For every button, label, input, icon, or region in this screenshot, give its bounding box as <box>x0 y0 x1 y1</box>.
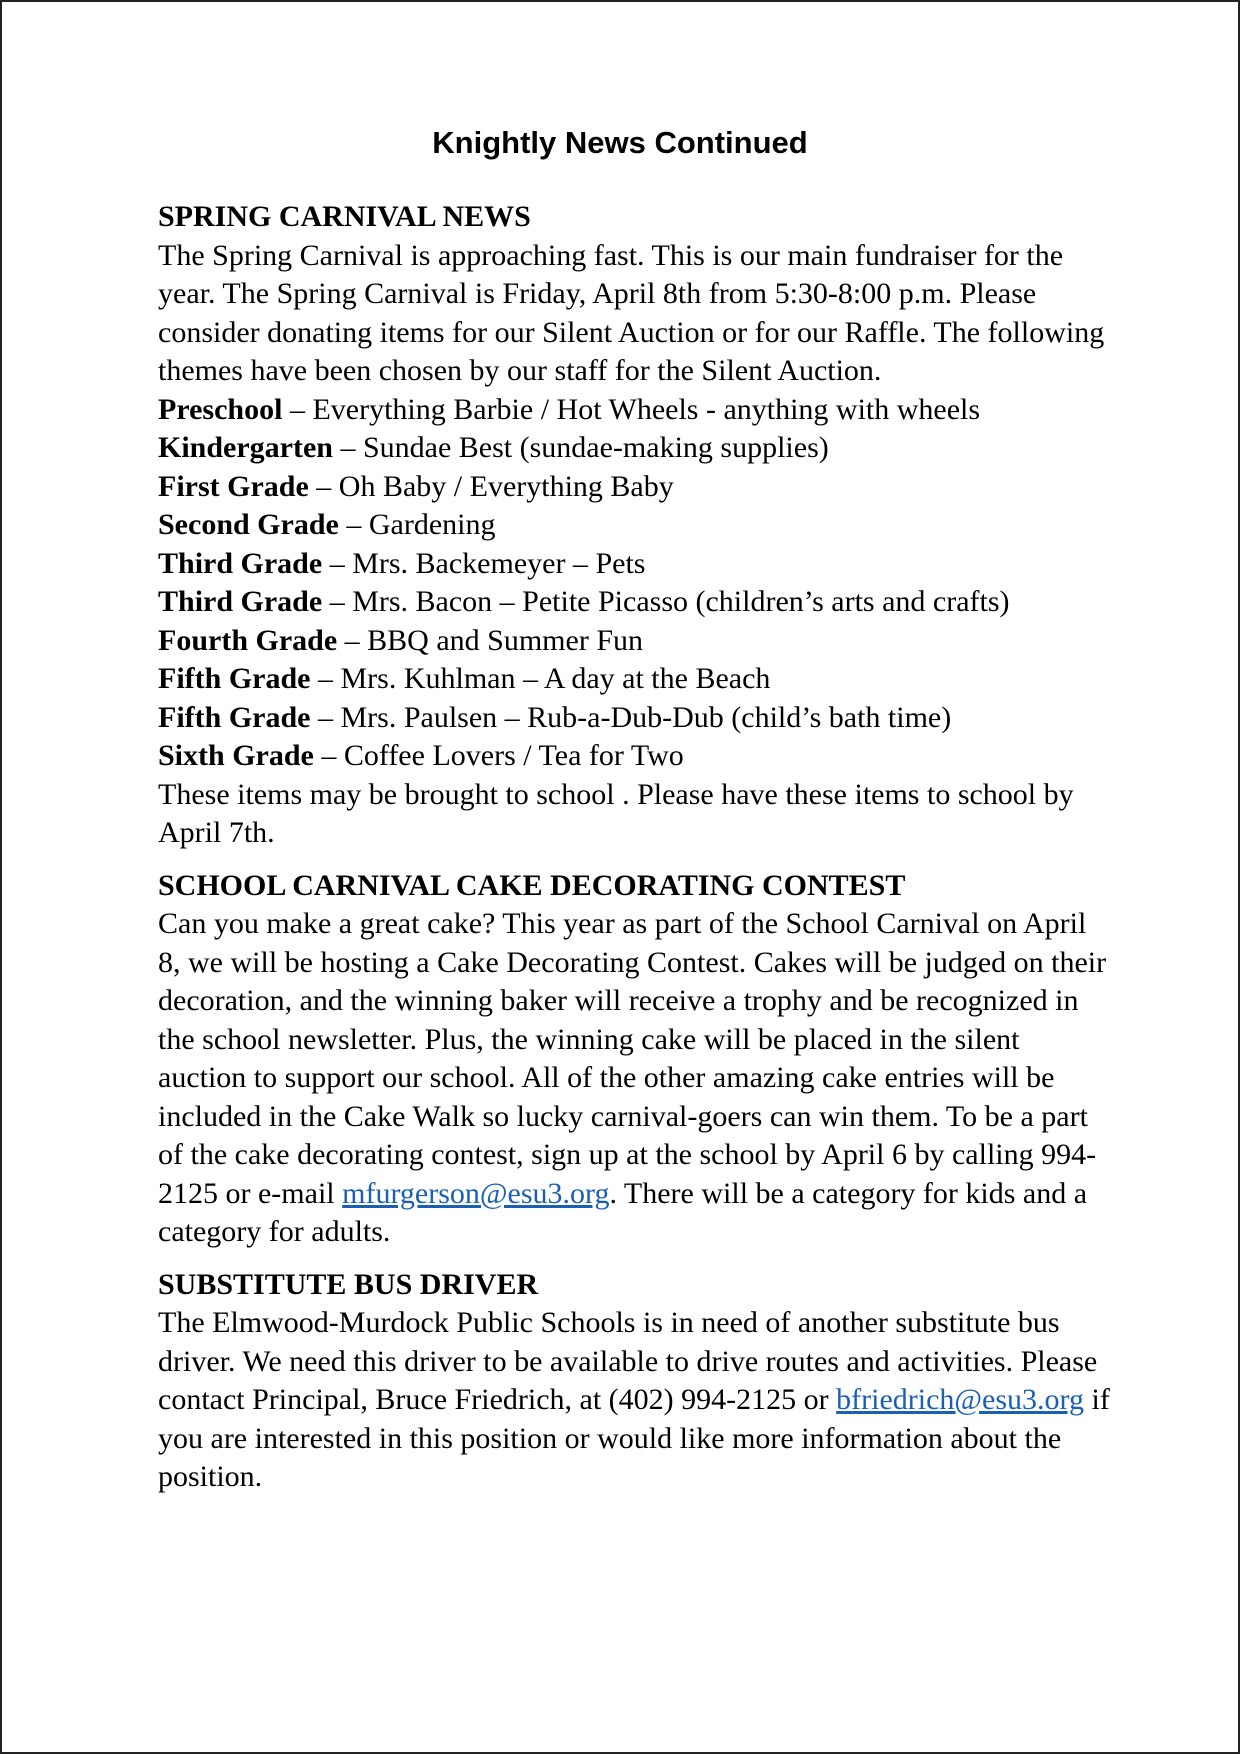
page-title: Knightly News Continued <box>432 125 808 160</box>
theme-row <box>158 583 1113 622</box>
theme-grade: Second Grade <box>158 508 339 541</box>
theme-text: – Sundae Best (sundae-making supplies) <box>332 431 829 464</box>
bus-driver-body <box>158 1304 1113 1497</box>
theme-row <box>158 468 1113 507</box>
cake-contest-text: Can you make a great cake? This year as part of the School Carnival on April 8, we will be hosting a Cake Decorating Contest. Cakes will be judged on their decoration, and the winning baker will receive a trophy and be recognized in the school newsletter. Plus, the winning cake will be placed in the silent auction to support our school. All of the other amazing cake entries will be included in the Cake Walk so lucky carnival-goers can win them. To be a part of the cake decorating contest, sign up at the school by April 6 by calling 994-2125 or e-mail <box>158 907 1107 1210</box>
cake-contest-email-link[interactable]: mfurgerson@esu3.org <box>342 1176 610 1210</box>
cake-contest-heading: SCHOOL CARNIVAL CAKE DECORATING CONTEST <box>158 868 906 902</box>
theme-text: – Gardening <box>338 508 496 541</box>
spring-carnival-closing: These items may be brought to school . Please have these items to school by April 7th. <box>158 777 1074 849</box>
theme-grade: Third Grade <box>158 546 323 580</box>
theme-grade: Fourth Grade <box>158 623 338 657</box>
bus-driver-text-end: if you are interested in this position or would like more information about the position. <box>158 1383 1110 1493</box>
theme-grade: Fifth Grade <box>158 700 311 734</box>
theme-text: – Mrs. Paulsen – Rub-a-Dub-Dub (child’s bath time) <box>310 700 952 734</box>
cake-contest-text-end: . There will be a category for kids and a category for adults. <box>158 1176 1088 1248</box>
theme-grade: Fifth Grade <box>158 662 311 695</box>
bus-driver-text: The Elmwood-Murdock Public Schools is in need of another substitute bus driver. We need this driver to be available to drive routes and activities. Please contact Principal, Bruce Friedrich, at (402) 994-2125 or <box>158 1306 1098 1416</box>
bus-driver-heading: SUBSTITUTE BUS DRIVER <box>158 1267 539 1301</box>
theme-row <box>158 622 1113 661</box>
bus-driver-section <box>158 1266 1113 1497</box>
theme-row <box>158 699 1113 738</box>
theme-text: – Oh Baby / Everything Baby <box>308 469 674 503</box>
theme-grade: Preschool <box>158 392 283 426</box>
theme-row <box>158 429 1113 468</box>
bus-driver-email-link[interactable]: bfriedrich@esu3.org <box>836 1383 1084 1416</box>
theme-row <box>158 391 1113 430</box>
theme-text: – Coffee Lovers / Tea for Two <box>313 739 684 772</box>
theme-grade: Kindergarten <box>158 431 333 464</box>
spring-carnival-intro: The Spring Carnival is approaching fast. This is our main fundraiser for the year. The Spring Carnival is Friday, April 8th from 5:30-8:00 p.m. Please consider donating items for our Silent Auction or for our Raffle. The following themes have been chosen by our staff for the Silent Auction. <box>158 238 1105 387</box>
theme-row <box>158 737 1113 776</box>
newsletter-content <box>158 198 1113 1497</box>
theme-row <box>158 660 1113 699</box>
theme-text: – Everything Barbie / Hot Wheels - anything with wheels <box>282 392 981 426</box>
cake-contest-body <box>158 905 1113 1252</box>
theme-text: – Mrs. Bacon – Petite Picasso (children’s arts and crafts) <box>322 585 1010 618</box>
theme-row <box>158 506 1113 545</box>
theme-grade: First Grade <box>158 469 309 503</box>
spring-carnival-section <box>158 198 1113 853</box>
theme-text: – BBQ and Summer Fun <box>337 623 644 657</box>
auction-theme-list <box>158 391 1113 776</box>
theme-grade: Sixth Grade <box>158 739 314 772</box>
spring-carnival-heading: SPRING CARNIVAL NEWS <box>158 200 531 233</box>
theme-grade: Third Grade <box>158 585 323 618</box>
theme-text: – Mrs. Backemeyer – Pets <box>322 546 646 580</box>
cake-contest-section <box>158 867 1113 1252</box>
theme-text: – Mrs. Kuhlman – A day at the Beach <box>310 662 771 695</box>
theme-row <box>158 545 1113 584</box>
